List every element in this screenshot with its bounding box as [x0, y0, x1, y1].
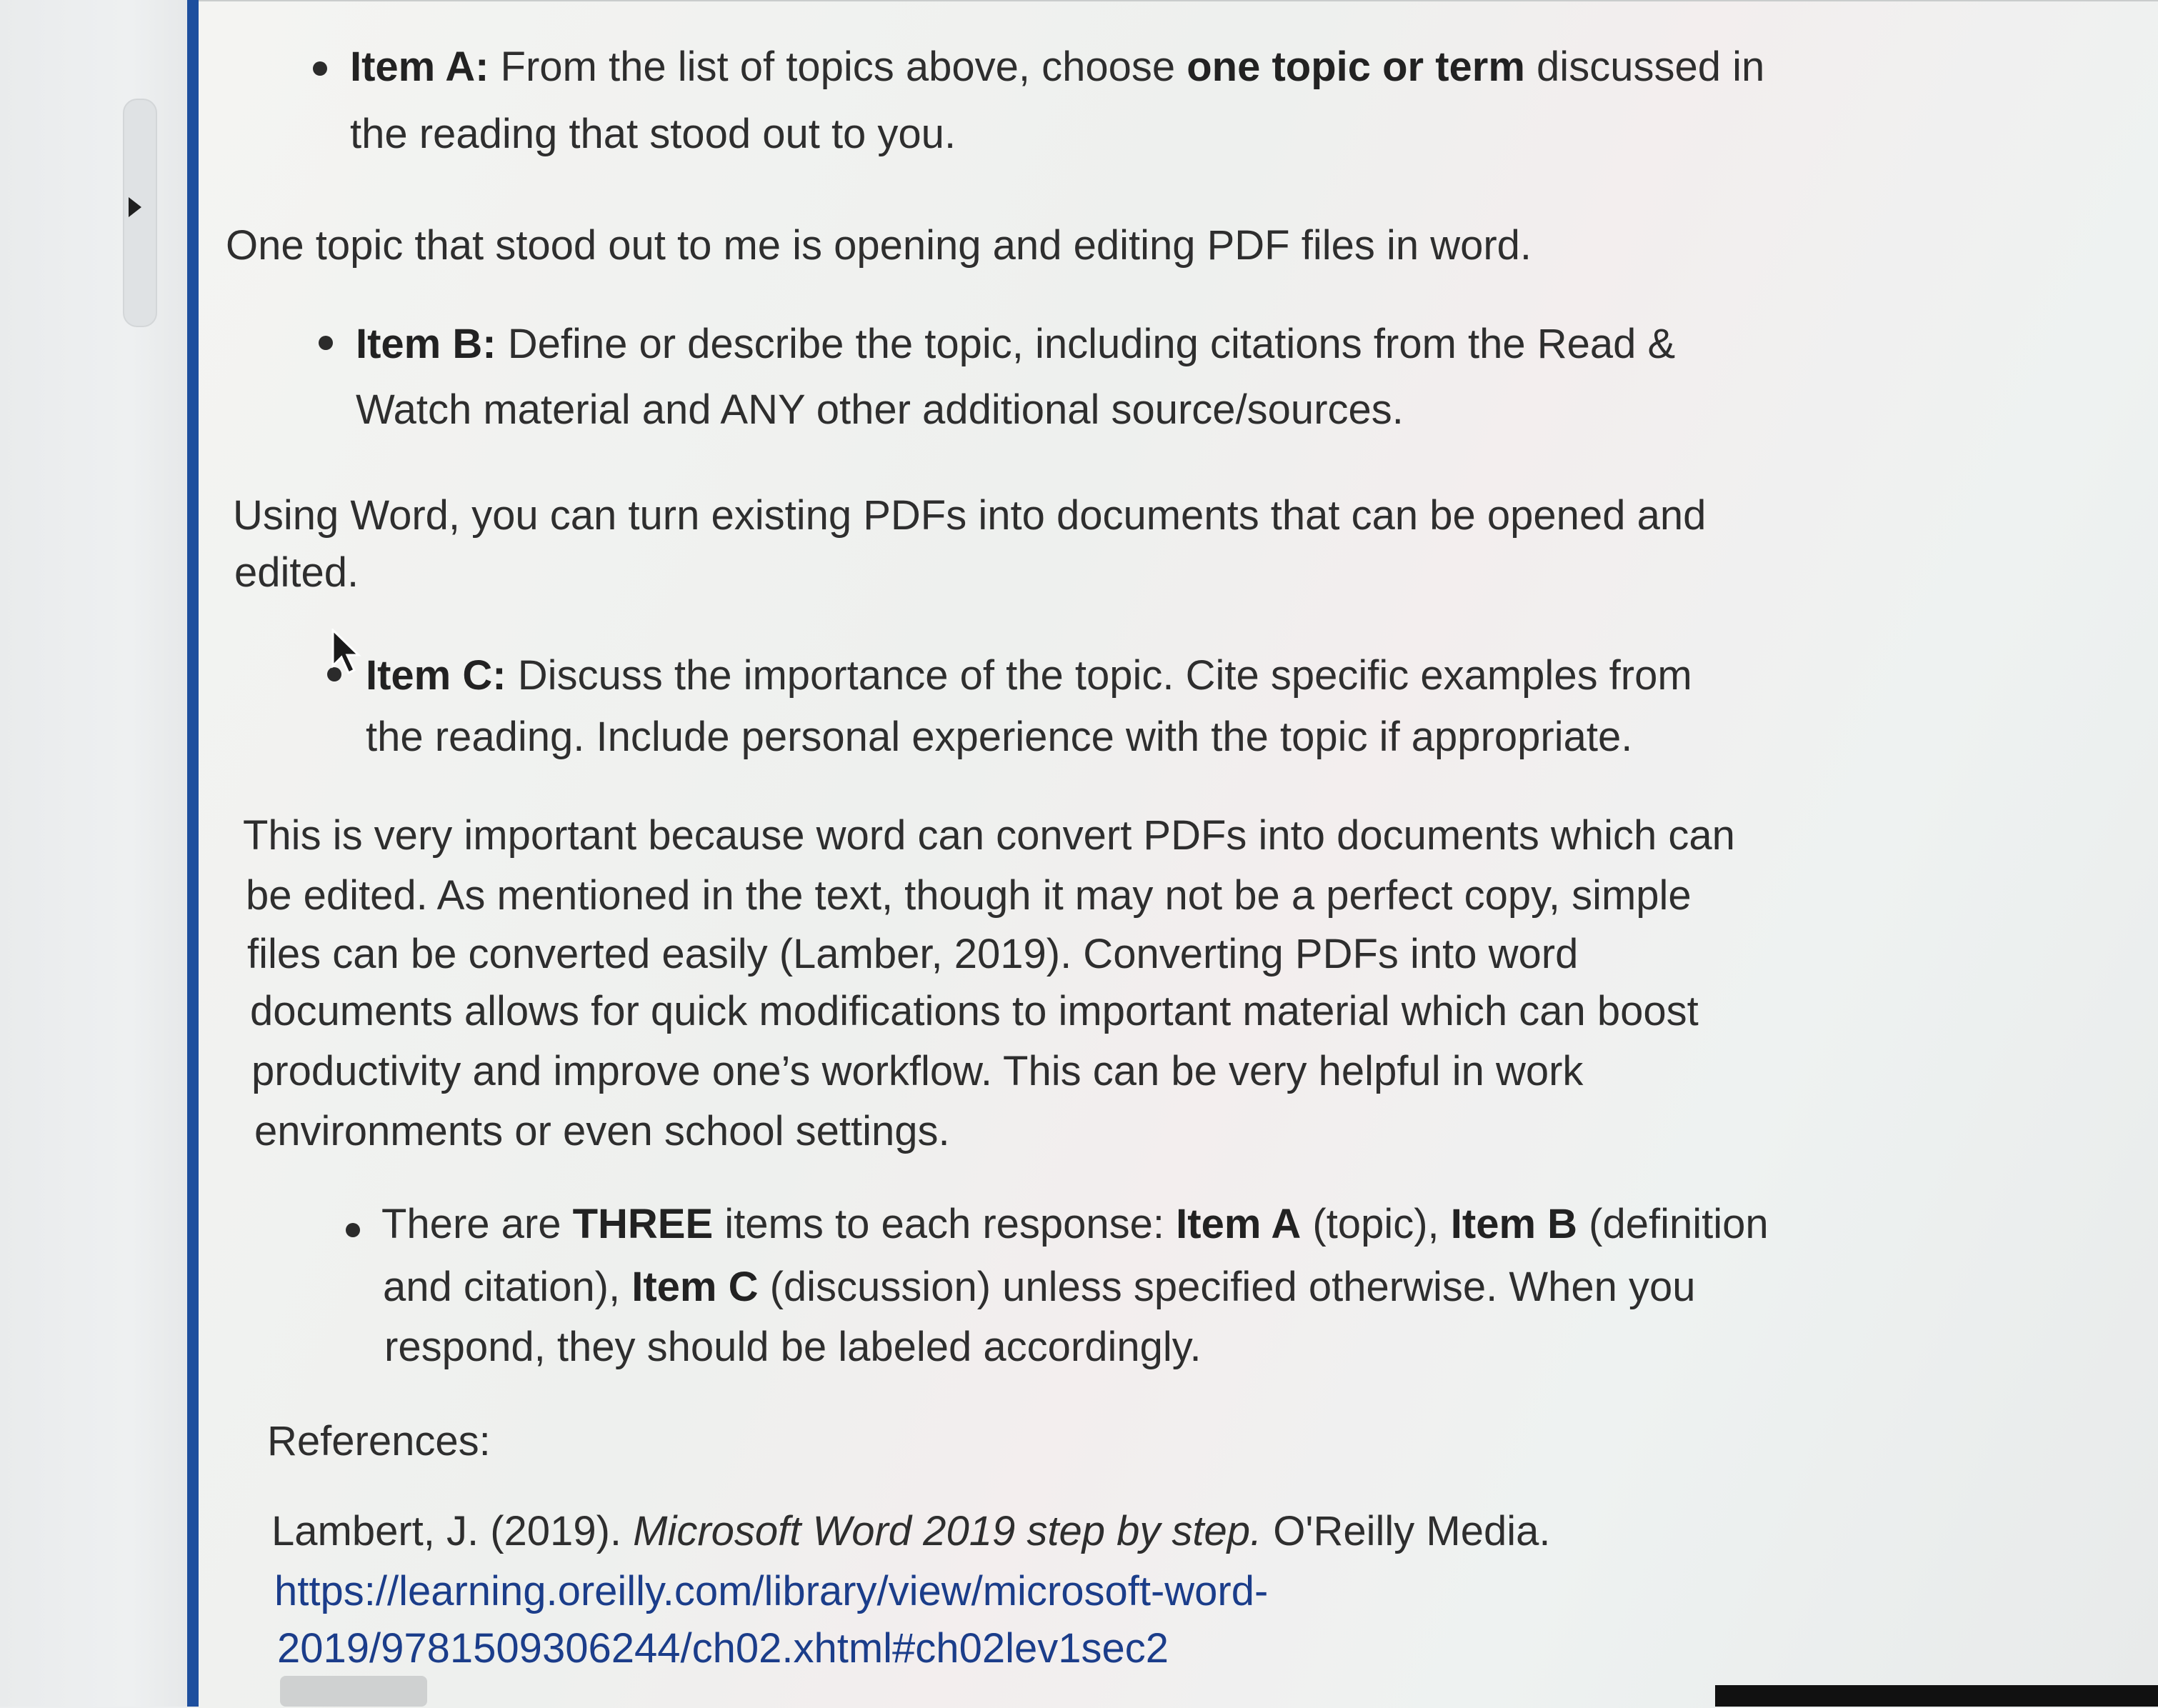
references-heading: References: — [267, 1418, 491, 1464]
item-a-text-1: From the list of topics above, choose — [489, 44, 1187, 90]
bullet-dot — [319, 336, 333, 350]
item-b-line-1 — [356, 314, 1675, 374]
content-accent-border — [187, 0, 199, 1707]
answer-c-line-6: environments or even school settings. — [254, 1108, 950, 1154]
note-text-6: (discussion) unless specified otherwise. When you — [758, 1264, 1696, 1310]
answer-a: One topic that stood out to me is opening and editing PDF files in word. — [226, 222, 1532, 269]
item-a-text-2: discussed in — [1524, 44, 1765, 90]
mouse-cursor-icon — [330, 629, 363, 676]
item-a-bold: one topic or term — [1187, 44, 1525, 90]
bullet-dot — [313, 61, 327, 76]
collapse-arrow-icon[interactable] — [129, 197, 141, 217]
reference-url-line-1[interactable]: https://learning.oreilly.com/library/view/microsoft-word- — [274, 1568, 1269, 1614]
citation-title: Microsoft Word 2019 step by step. — [633, 1508, 1262, 1554]
answer-c-line-1: This is very important because word can convert PDFs into documents which can — [243, 812, 1735, 859]
screen-bezel — [1715, 1685, 2158, 1707]
note-line-3: respond, they should be labeled accordingly. — [384, 1324, 1202, 1370]
left-gutter — [0, 0, 187, 1707]
answer-c-line-3: files can be converted easily (Lamber, 2019). Converting PDFs into word — [247, 931, 1579, 977]
answer-b-line-1: Using Word, you can turn existing PDFs into documents that can be opened and — [233, 492, 1707, 539]
note-line-1 — [381, 1194, 1769, 1254]
citation-prefix: Lambert, J. (2019). — [271, 1508, 634, 1554]
note-text-3: (topic), — [1301, 1201, 1451, 1247]
item-c-text-1: Discuss the importance of the topic. Cite specific examples from — [506, 652, 1692, 699]
item-a-label: Item A: — [350, 44, 489, 90]
item-b-text-1: Define or describe the topic, including citations from the Read & — [496, 321, 1676, 367]
note-text-4: (definition — [1577, 1201, 1769, 1247]
note-bold-item-c: Item C — [631, 1264, 759, 1310]
item-c-label: Item C: — [366, 652, 506, 699]
item-b-line-2: Watch material and ANY other additional source/sources. — [356, 386, 1404, 433]
item-a-line-2: the reading that stood out to you. — [350, 111, 956, 157]
item-c-line-1 — [366, 646, 1692, 706]
reference-url-line-2[interactable]: 2019/9781509306244/ch02.xhtml#ch02lev1sec2 — [277, 1625, 1169, 1672]
note-text-1: There are — [381, 1201, 573, 1247]
item-b-label: Item B: — [356, 321, 496, 367]
note-text-5: and citation), — [383, 1264, 632, 1310]
bullet-dot — [346, 1223, 360, 1237]
answer-c-line-2: be edited. As mentioned in the text, though it may not be a perfect copy, simple — [246, 872, 1692, 919]
note-line-2 — [383, 1257, 1696, 1317]
note-bold-item-a: Item A — [1176, 1201, 1302, 1247]
note-bold-three: THREE — [572, 1201, 714, 1247]
scroll-nub[interactable] — [280, 1676, 427, 1707]
reference-citation — [271, 1502, 1551, 1562]
answer-c-line-4: documents allows for quick modifications to important material which can boost — [250, 988, 1699, 1034]
note-text-2: items to each response: — [713, 1201, 1177, 1247]
item-a-line-1 — [350, 37, 1764, 97]
note-bold-item-b: Item B — [1450, 1201, 1578, 1247]
answer-b-line-2: edited. — [234, 549, 359, 596]
answer-c-line-5: productivity and improve one’s workflow. This can be very helpful in work — [251, 1048, 1584, 1094]
item-c-line-2: the reading. Include personal experience with the topic if appropriate. — [366, 714, 1633, 760]
citation-publisher: O'Reilly Media. — [1262, 1508, 1551, 1554]
